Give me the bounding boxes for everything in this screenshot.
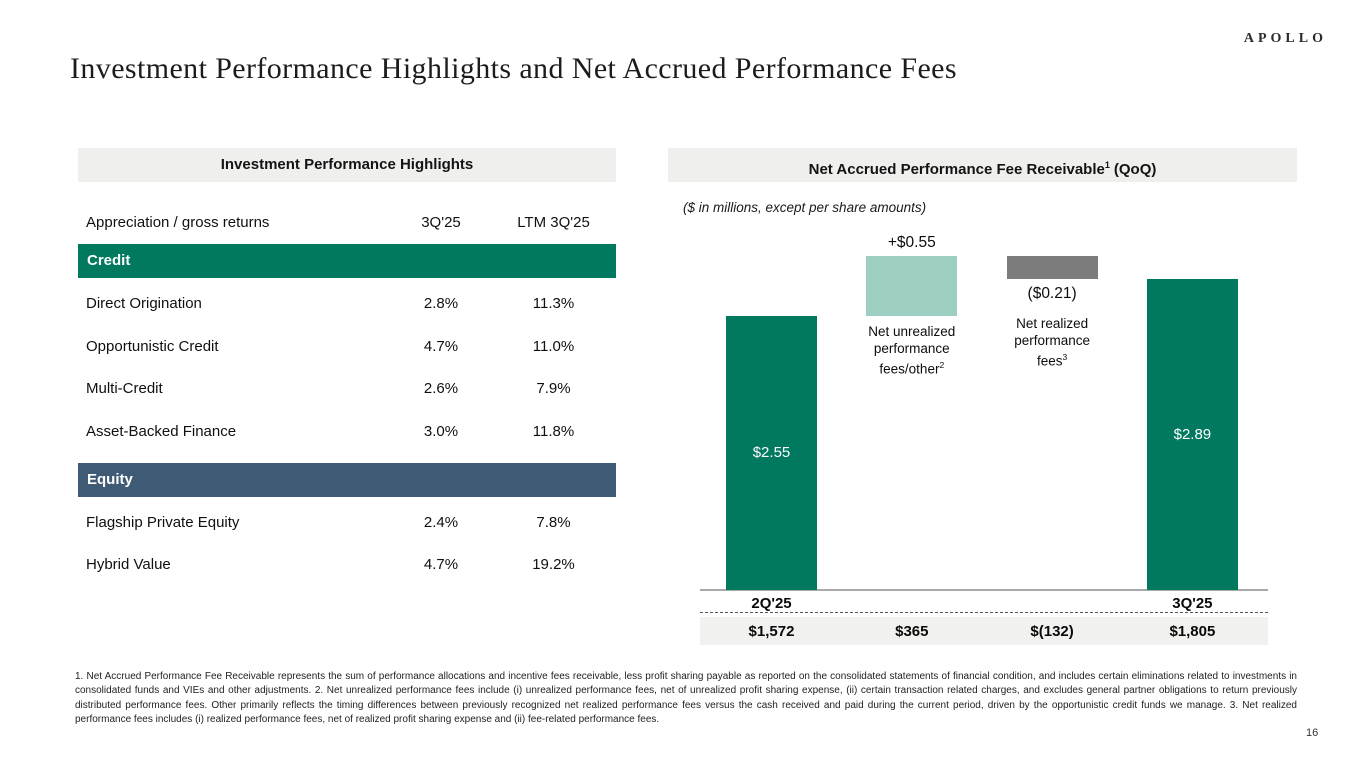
net-accrued-fee-header-qoq: (QoQ) bbox=[1113, 161, 1157, 178]
row-q-value: 2.4% bbox=[423, 513, 459, 531]
row-ltm-value: 7.9% bbox=[536, 380, 571, 398]
section-rows-credit bbox=[78, 278, 616, 453]
footnote-text: 1. Net Accrued Performance Fee Receivable represents the sum of performance allocations and incentive fees receivable, less profit sharing payable as reported on the consolidated statements of financial condition, and includes certain eliminations related to investments in consolidated funds and VIEs and other adjustments. 2. Net unrealized performance fees include (i) unrealized performance fees, net of unrealized profit sharing expense, (ii) certain transaction related charges, and excludes general partner obligations to return previously distributed performance fees. Other primarily reflects the timing differences between previously recognized net realized performance fees versus the cash received and paid during the current period, driven by the opportunistic credit funds we manage. 3. Net realized performance fees includes (i) realized performance fees, net of realized profit sharing expense and (ii) fee-related performance fees. bbox=[75, 671, 1297, 726]
bar-name-line: fees/other$^2$ bbox=[879, 359, 945, 377]
table-row bbox=[78, 325, 616, 368]
row-label: Multi-Credit bbox=[86, 380, 163, 398]
apollo-logo: APOLLO bbox=[1243, 31, 1327, 46]
bar-value-label: $2.55 bbox=[752, 444, 791, 462]
chart-subtitle: ($ in millions, except per share amounts) bbox=[683, 200, 927, 215]
bar-name-line: fees$^3$ bbox=[1036, 352, 1068, 369]
row-ltm-value: 11.8% bbox=[532, 422, 575, 440]
investment-performance-panel bbox=[78, 148, 616, 586]
table-row bbox=[78, 367, 616, 410]
footnote-ref-3: 3 bbox=[1062, 352, 1068, 363]
band-value: $1,805 bbox=[1169, 623, 1216, 640]
column-header-appreciation: Appreciation / gross returns bbox=[86, 213, 270, 231]
row-ltm-value: 11.0% bbox=[532, 337, 575, 355]
row-q-value: 3.0% bbox=[423, 422, 459, 440]
bar-name-line: performance bbox=[873, 340, 950, 356]
band-value: $365 bbox=[895, 623, 929, 640]
chart-bar-2 bbox=[1007, 256, 1098, 279]
bar-name-line: Net unrealized bbox=[868, 323, 956, 339]
bar-name-line: performance bbox=[1014, 333, 1090, 349]
table-row bbox=[78, 543, 616, 586]
net-accrued-fee-header-text: Net Accrued Performance Fee Receivable bbox=[808, 161, 1105, 178]
bar-name-line: Net realized bbox=[1016, 316, 1089, 332]
bar-name-label bbox=[1014, 315, 1090, 370]
bar-value-label: ($0.21) bbox=[1027, 285, 1077, 303]
row-ltm-value: 19.2% bbox=[532, 556, 575, 574]
x-axis-label: 3Q'25 bbox=[1172, 595, 1213, 612]
table-column-header-row bbox=[78, 210, 616, 234]
column-header-quarter: 3Q'25 bbox=[421, 213, 461, 231]
bar-value-label: $2.89 bbox=[1173, 426, 1212, 443]
row-label: Direct Origination bbox=[86, 294, 202, 312]
chart-dashed-divider bbox=[700, 612, 1268, 613]
footnote-ref-2: 2 bbox=[939, 359, 945, 370]
x-axis-label: 2Q'25 bbox=[751, 595, 792, 612]
table-row bbox=[78, 410, 616, 453]
table-sections bbox=[78, 244, 616, 586]
footnote-ref-1: 1 bbox=[1104, 160, 1110, 170]
row-q-value: 4.7% bbox=[423, 337, 459, 355]
row-ltm-value: 7.8% bbox=[536, 513, 571, 531]
investment-performance-header: Investment Performance Highlights bbox=[78, 148, 616, 182]
page-title: Investment Performance Highlights and Net Accrued Performance Fees bbox=[70, 52, 957, 85]
row-q-value: 2.8% bbox=[423, 294, 459, 312]
row-q-value: 2.6% bbox=[423, 380, 459, 398]
chart-bar-1 bbox=[866, 256, 957, 315]
section-header-credit: Credit bbox=[78, 244, 616, 278]
bar-name-label bbox=[868, 323, 955, 378]
row-label: Asset-Backed Finance bbox=[86, 422, 237, 440]
chart-bar-0 bbox=[726, 316, 817, 590]
table-row bbox=[78, 282, 616, 325]
row-label: Flagship Private Equity bbox=[86, 513, 240, 531]
column-header-ltm: LTM 3Q'25 bbox=[517, 213, 590, 231]
net-accrued-fee-header bbox=[668, 148, 1297, 182]
row-ltm-value: 11.3% bbox=[532, 294, 575, 312]
band-value: $(132) bbox=[1030, 623, 1074, 640]
row-q-value: 4.7% bbox=[423, 556, 459, 574]
table-row bbox=[78, 501, 616, 544]
row-label: Hybrid Value bbox=[86, 556, 171, 574]
section-rows-equity bbox=[78, 497, 616, 586]
section-header-equity: Equity bbox=[78, 463, 616, 497]
page-number: 16 bbox=[1306, 727, 1319, 739]
bar-value-label: +$0.55 bbox=[887, 234, 936, 252]
band-value: $1,572 bbox=[748, 623, 795, 640]
chart-bar-3 bbox=[1147, 279, 1238, 590]
row-label: Opportunistic Credit bbox=[86, 337, 219, 355]
